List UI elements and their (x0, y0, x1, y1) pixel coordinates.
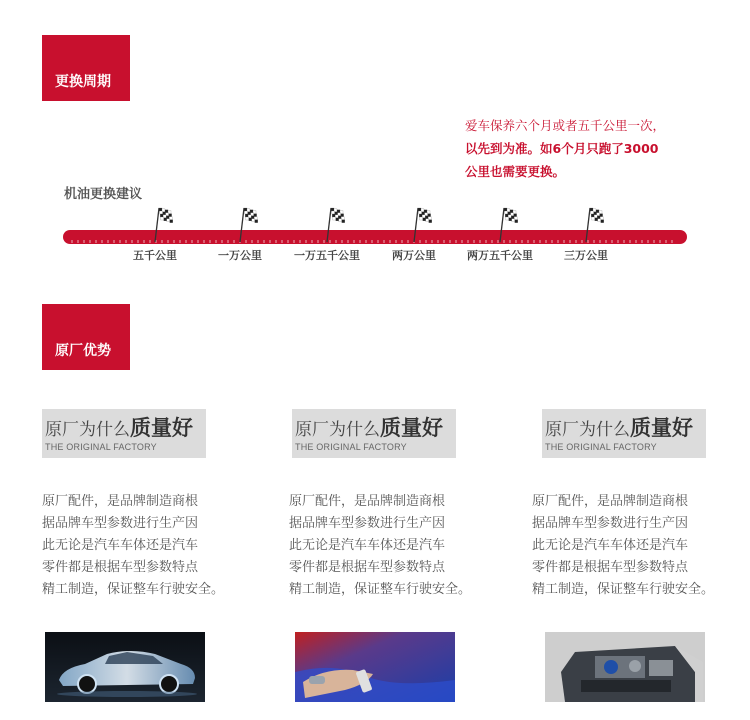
card-subtitle: THE ORIGINAL FACTORY (45, 442, 157, 452)
card-title-emphasis: 质量好 (380, 416, 443, 440)
card-line: 据品牌车型参数进行生产因 (289, 516, 446, 531)
card-title (295, 412, 453, 442)
card-title-part: 原厂为什么 (45, 420, 130, 440)
card-line: 零件都是根据车型参数特点 (42, 560, 199, 575)
card-title-emphasis: 质量好 (130, 416, 193, 440)
milestone-label: 两万五千公里 (467, 249, 533, 262)
maintenance-note (465, 114, 725, 183)
card-description (289, 491, 474, 601)
card-line: 此无论是汽车车体还是汽车 (42, 538, 199, 553)
mileage-track-graphic (62, 200, 688, 245)
card-line: 据品牌车型参数进行生产因 (42, 516, 199, 531)
note-line-3: 公里也需要更换。 (465, 164, 566, 179)
card-title (545, 412, 703, 442)
section-title-text: 更换周期 (55, 74, 111, 90)
card-line: 精工制造，保证整车行驶安全。 (532, 582, 715, 597)
card-line: 原厂配件，是品牌制造商根 (289, 494, 446, 509)
engine-bay-image (545, 632, 705, 702)
mileage-track (62, 200, 688, 270)
milestone-label: 一万公里 (218, 249, 262, 262)
card-description (42, 491, 227, 601)
milestone-label: 三万公里 (564, 249, 608, 262)
milestone-label: 五千公里 (133, 249, 177, 262)
milestone-label: 一万五千公里 (294, 249, 360, 262)
note-line-2: 以先到为准。如6个月只跑了3000 (465, 141, 659, 156)
card-subtitle: THE ORIGINAL FACTORY (545, 442, 657, 452)
card-line: 精工制造，保证整车行驶安全。 (289, 582, 472, 597)
card-title-emphasis: 质量好 (630, 416, 693, 440)
oil-change-label: 机油更换建议 (64, 187, 143, 202)
card-heading (542, 409, 706, 458)
card-title-part: 原厂为什么 (295, 420, 380, 440)
advantage-card (42, 409, 225, 601)
card-subtitle: THE ORIGINAL FACTORY (295, 442, 407, 452)
card-heading (292, 409, 456, 458)
section-title-replacement-cycle (42, 35, 130, 101)
card-heading (42, 409, 206, 458)
milestone-label: 两万公里 (392, 249, 436, 262)
card-line: 原厂配件，是品牌制造商根 (42, 494, 199, 509)
card-line: 据品牌车型参数进行生产因 (532, 516, 689, 531)
advantage-card (289, 409, 472, 601)
card-line: 精工制造，保证整车行驶安全。 (42, 582, 225, 597)
card-line: 零件都是根据车型参数特点 (289, 560, 446, 575)
card-line: 零件都是根据车型参数特点 (532, 560, 689, 575)
note-line-1: 爱车保养六个月或者五千公里一次， (465, 118, 666, 133)
card-title (45, 412, 203, 442)
card-line: 此无论是汽车车体还是汽车 (289, 538, 446, 553)
card-description (532, 491, 717, 601)
technician-hand-image (295, 632, 455, 702)
section-title-text: 原厂优势 (55, 343, 111, 359)
car-wireframe-image (45, 632, 205, 702)
card-line: 原厂配件，是品牌制造商根 (532, 494, 689, 509)
advantage-card (532, 409, 722, 601)
section-title-original-advantage (42, 304, 130, 370)
card-line: 此无论是汽车车体还是汽车 (532, 538, 689, 553)
card-title-part: 原厂为什么 (545, 420, 630, 440)
